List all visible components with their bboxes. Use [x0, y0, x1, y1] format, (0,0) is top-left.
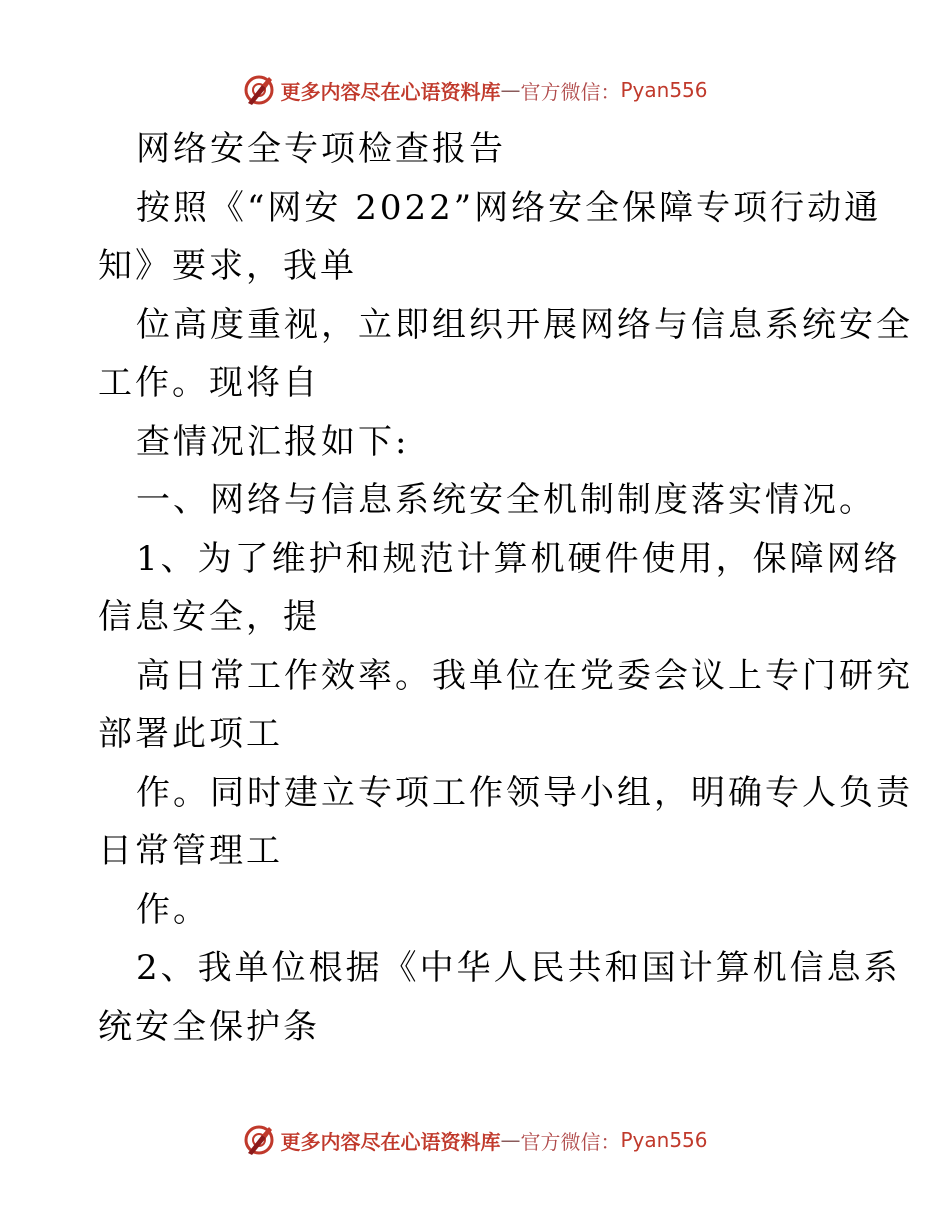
- banner-wechat-id: Pyan556: [620, 78, 708, 102]
- text-line: 查情况汇报如下:: [136, 421, 410, 462]
- banner-wechat-label: 官方微信：: [520, 79, 621, 104]
- banner-separator: —: [500, 78, 521, 102]
- banner-text: 更多内容尽在心语资料库: [280, 1129, 501, 1154]
- pen-logo-icon: [242, 1123, 276, 1157]
- text-line: 网络安全专项检查报告: [136, 129, 506, 169]
- document-body: [98, 120, 913, 1056]
- text-line: 作。: [136, 889, 210, 930]
- banner-wechat-label: 官方微信：: [520, 1129, 621, 1154]
- banner-wechat-id: Pyan556: [620, 1128, 708, 1152]
- text-line: 日常管理工: [98, 831, 283, 871]
- text-line: 信息安全，提: [98, 597, 320, 637]
- text-line: 按照《“网安 2022”网络安全保障专项行动通: [136, 187, 882, 228]
- text-line: 2、我单位根据《中华人民共和国计算机信息系: [136, 948, 901, 988]
- text-line: 位高度重视，立即组织开展网络与信息系统安全: [136, 304, 913, 345]
- text-line: 统安全保护条: [98, 1006, 320, 1047]
- text-line: 1、为了维护和规范计算机硬件使用，保障网络: [136, 538, 901, 579]
- text-line: 高日常工作效率。我单位在党委会议上专门研究: [136, 655, 913, 696]
- banner-text: 更多内容尽在心语资料库: [280, 79, 501, 104]
- pen-logo-icon: [242, 73, 276, 107]
- header-watermark-banner: [0, 70, 950, 110]
- text-line: 部署此项工: [98, 714, 283, 754]
- footer-watermark-banner: [0, 1120, 950, 1160]
- banner-separator: —: [500, 1128, 521, 1152]
- text-line: 工作。现将自: [98, 363, 320, 403]
- text-line: 作。同时建立专项工作领导小组，明确专人负责: [136, 772, 913, 813]
- text-line: 知》要求，我单: [98, 246, 357, 286]
- text-line: 一、网络与信息系统安全机制制度落实情况。: [136, 480, 876, 520]
